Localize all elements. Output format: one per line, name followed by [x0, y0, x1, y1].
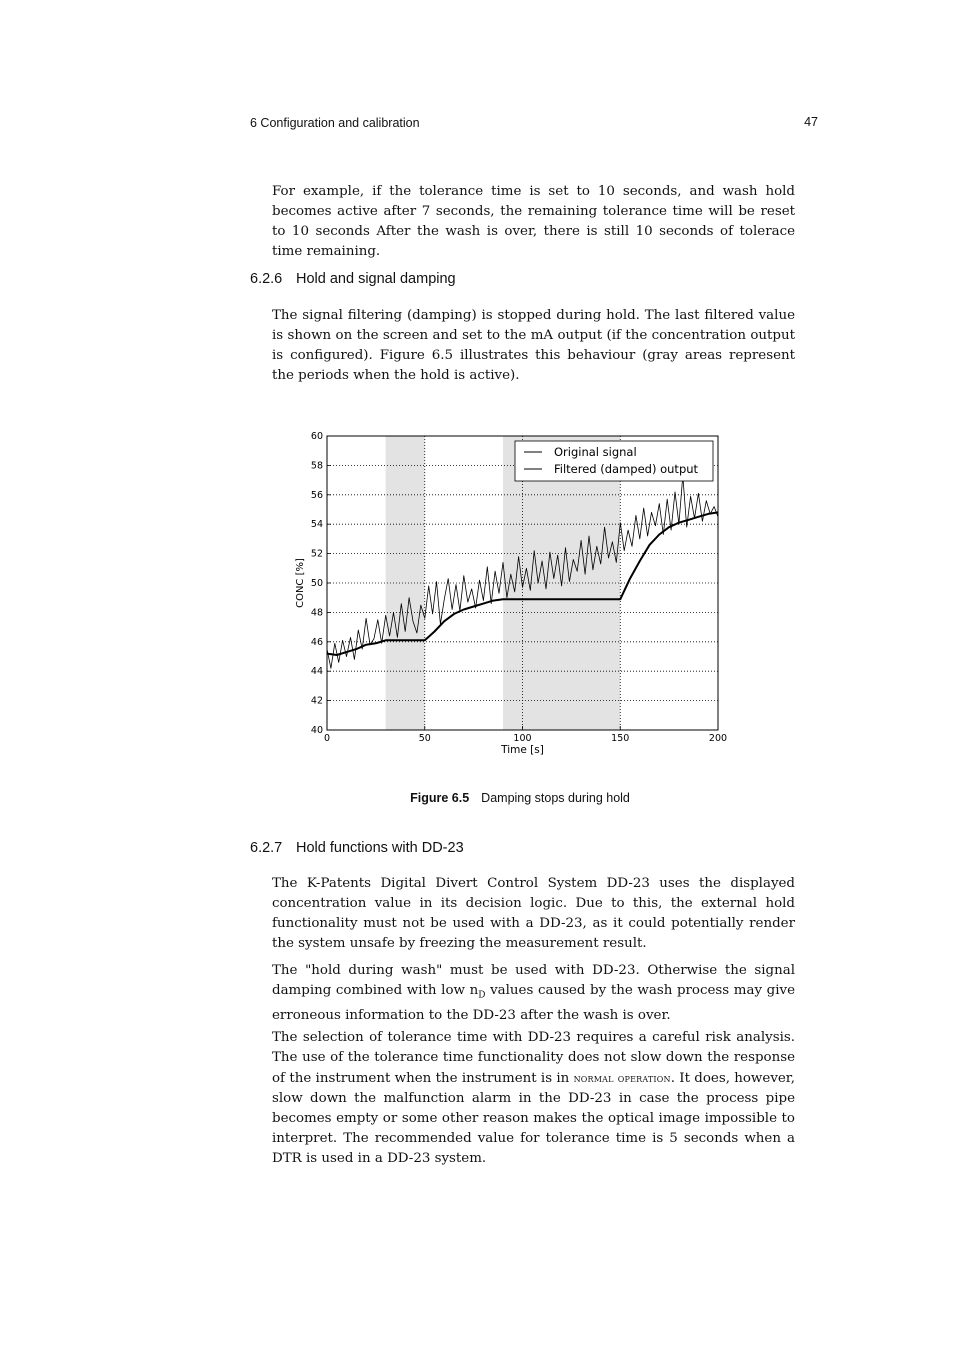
- paragraph-text: values caused by the wash process may give erroneous information to the DD-23 after the wash is over.: [272, 983, 795, 1023]
- y-tick-label: 54: [310, 519, 323, 531]
- paragraph-text: The selection of tolerance time with DD-23 requires a careful risk analysis. The use of the tolerance time functionality does not slow down the response of the instrument when the instrument is in: [272, 1030, 795, 1086]
- dd23-paragraph-1: The K-Patents Digital Divert Control System DD-23 uses the displayed concentration value in its decision logic. Due to this, the external hold functionality must not be used with a DD-23, as it could potentially render the system unsafe by freezing the measurement result.: [272, 876, 795, 951]
- y-tick-label: 50: [310, 578, 323, 589]
- dd23-paragraph-3: [272, 1028, 795, 1169]
- dd23-paragraph-2: [272, 961, 795, 1026]
- page-number: 47: [804, 115, 818, 129]
- x-tick-label: 50: [418, 733, 431, 744]
- figure-caption: [0, 791, 954, 805]
- small-caps-term: normal operation: [573, 1071, 671, 1085]
- y-axis-label: CONC [%]: [295, 558, 306, 608]
- y-tick-label: 48: [310, 607, 323, 619]
- y-tick-label: 52: [310, 548, 323, 560]
- y-tick-label: 46: [310, 636, 323, 648]
- x-tick-label: 100: [513, 733, 532, 744]
- legend-label: Original signal: [554, 445, 637, 459]
- x-tick-label: 0: [323, 733, 331, 744]
- figure-label: Figure 6.5: [410, 791, 470, 805]
- y-tick-label: 56: [310, 489, 323, 501]
- damping-chart: [290, 424, 750, 769]
- section-heading-6-2-7: [250, 840, 464, 856]
- section-number: 6.2.7: [250, 840, 283, 856]
- hold-damping-paragraph: The signal filtering (damping) is stopped during hold. The last filtered value is shown on the screen and set to the mA output (if the concentration output is configured). Figure 6.5 illustrates this behaviour (gray areas represent the periods when the hold is active).: [272, 308, 795, 383]
- x-axis-label: Time [s]: [501, 744, 544, 756]
- running-header-chapter: 6 Configuration and calibration: [250, 116, 420, 130]
- intro-paragraph: For example, if the tolerance time is set to 10 seconds, and wash hold becomes active after 7 seconds, the remaining tolerance time will be reset to 10 seconds After the wash is over, there is still 10 seconds of tolerace time remaining.: [272, 184, 795, 259]
- y-tick-label: 44: [310, 666, 323, 678]
- chart-legend: [515, 441, 713, 481]
- section-heading-6-2-6: [250, 271, 456, 287]
- x-tick-label: 200: [708, 733, 728, 744]
- y-tick-label: 60: [310, 431, 323, 442]
- subscript-d: D: [478, 990, 486, 1001]
- y-tick-label: 40: [310, 725, 323, 736]
- section-title: Hold functions with DD-23: [296, 840, 464, 856]
- paragraph-text: . It does, however, slow down the malfunction alarm in the DD-23 in case the process pipe becomes empty or some other reason makes the optical image impossible to interpret. The recommended value for tolerance time is 5 seconds when a DTR is used in a DD-23 system.: [272, 1071, 795, 1166]
- legend-label: Filtered (damped) output: [554, 462, 699, 476]
- section-title: Hold and signal damping: [296, 271, 456, 287]
- paragraph-text: The "hold during wash" must be used with DD-23. Otherwise the signal damping combined with low n: [272, 963, 795, 998]
- section-number: 6.2.6: [250, 271, 283, 287]
- figure-caption-text: Damping stops during hold: [481, 791, 630, 805]
- x-tick-label: 150: [611, 733, 630, 744]
- y-tick-label: 58: [310, 460, 323, 472]
- y-tick-label: 42: [310, 695, 323, 707]
